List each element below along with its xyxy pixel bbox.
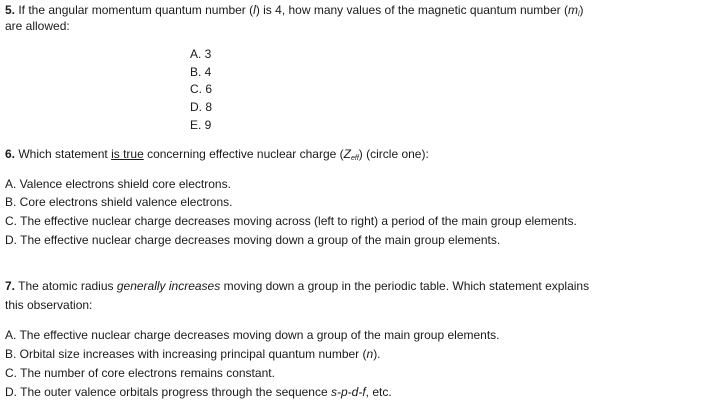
- q5-option-d: D. 8: [190, 100, 213, 114]
- q5-number: 5.: [5, 3, 16, 17]
- q5-option-c: C. 6: [190, 82, 213, 96]
- q7-option-d: D. The outer valence orbitals progress through the sequence s-p-d-f, etc.: [5, 385, 392, 399]
- q5-stem-line1: 5. If the angular momentum quantum number (l) is 4, how many values of the magnetic quantum number $(m_l)$: [5, 3, 584, 18]
- m-symbol: m: [567, 3, 578, 17]
- q6-underlined-text: is true: [111, 147, 144, 161]
- q7-stem-line2: this observation:: [5, 298, 93, 312]
- n-symbol: n: [366, 347, 374, 361]
- q7-option-a: A. The effective nuclear charge decreases moving down a group of the main group elements.: [5, 328, 500, 342]
- q6-option-b: B. Core electrons shield valence electrons.: [5, 195, 233, 209]
- q6-option-a: A. Valence electrons shield core electrons.: [5, 177, 231, 191]
- q6-option-d: D. The effective nuclear charge decreases moving down a group of the main group elements.: [5, 233, 501, 247]
- q7-option-b: B. Orbital size increases with increasing principal quantum number (n).: [5, 347, 381, 361]
- l-symbol: l: [253, 3, 256, 17]
- q6-stem: 6. Which statement is true concerning effective nuclear charge $(Z_{eff})$ (circle one):: [5, 147, 429, 162]
- q5-stem-line2: are allowed:: [5, 19, 70, 33]
- q7-option-c: C. The number of core electrons remains constant.: [5, 366, 275, 380]
- q7-italic-text: generally increases: [116, 279, 221, 293]
- q6-number: 6.: [5, 147, 16, 161]
- q6-option-c: C. The effective nuclear charge decreases moving across (left to right) a period of the main group elements.: [5, 214, 577, 228]
- q7-number: 7.: [5, 279, 16, 293]
- q5-option-a: A. 3: [190, 47, 212, 61]
- q5-option-e: E. 9: [190, 118, 212, 132]
- q7-stem-line1: 7. The atomic radius generally increases moving down a group in the periodic table. Which statement explains: [5, 279, 590, 293]
- spdf-sequence: s-p-d-f: [330, 385, 366, 399]
- z-symbol: Z: [343, 147, 351, 161]
- q5-option-b: B. 4: [190, 65, 212, 79]
